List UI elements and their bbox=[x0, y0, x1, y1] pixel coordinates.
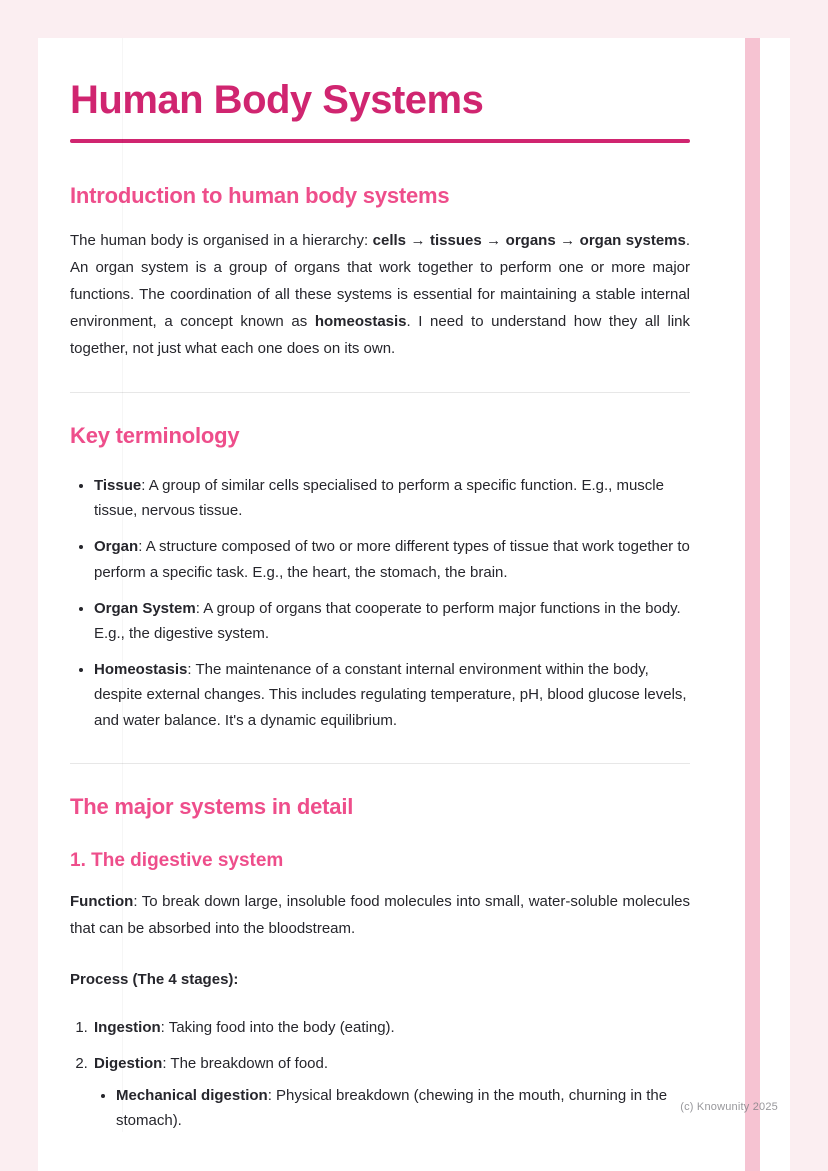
digestion-steps-list bbox=[70, 1015, 690, 1134]
term-item-homeostasis: • Homeostasis: The maintenance of a constant internal environment within the body, despite external changes. This includes regulating temperature, pH, blood glucose levels, and water balance. It's a dynamic equilibrium. bbox=[94, 657, 690, 733]
document-card bbox=[38, 38, 790, 1171]
section-divider-2 bbox=[70, 763, 690, 764]
mechanical-digestion-item: • Mechanical digestion: Physical breakdown (chewing in the mouth, churning in the stomach). bbox=[116, 1083, 690, 1133]
step-item-ingestion bbox=[92, 1015, 690, 1040]
watermark-text: (c) Knowunity 2025 bbox=[680, 1101, 778, 1113]
section-divider-1 bbox=[70, 392, 690, 393]
pink-stripe bbox=[745, 38, 760, 1171]
title-divider bbox=[70, 139, 690, 143]
digestive-function-paragraph: Function: To break down large, insoluble food molecules into small, water-soluble molecules that can be absorbed into the bloodstream. bbox=[70, 892, 690, 937]
step-digestion-text: Digestion: The breakdown of food. bbox=[94, 1054, 329, 1072]
intro-paragraph: The human body is organised in a hierarchy: cells → tissues → organs → organ systems. An organ system is a group of organs that work together to perform one or more major functions. The coordination of all these systems is essential for maintaining a stable internal environment, a concept known as homeostasis. I need to understand how they all link together, not just what each one does on its own. bbox=[70, 232, 691, 357]
section-terminology bbox=[70, 423, 690, 733]
section-introduction bbox=[70, 183, 690, 362]
term-item-tissue: • Tissue: A group of similar cells specialised to perform a specific function. E.g., muscle tissue, nervous tissue. bbox=[94, 473, 690, 523]
term-item-organ-system: • Organ System: A group of organs that cooperate to perform major functions in the body. E.g., the digestive system. bbox=[94, 596, 690, 646]
digestive-system-heading: 1. The digestive system bbox=[70, 849, 284, 871]
process-stages-label: Process (The 4 stages): bbox=[70, 970, 239, 988]
page-title: Human Body Systems bbox=[70, 78, 484, 122]
section-major-systems bbox=[70, 794, 690, 1134]
step-ingestion-text: Ingestion: Taking food into the body (eating). bbox=[94, 1018, 395, 1036]
terminology-heading: Key terminology bbox=[70, 423, 240, 448]
major-systems-heading: The major systems in detail bbox=[70, 793, 354, 819]
term-item-organ: • Organ: A structure composed of two or more different types of tissue that work together to perform a specific task. E.g., the heart, the stomach, the brain. bbox=[94, 534, 690, 584]
intro-heading: Introduction to human body systems bbox=[70, 183, 450, 208]
step-item-digestion bbox=[92, 1051, 690, 1134]
terminology-list bbox=[70, 473, 690, 733]
digestion-sublist bbox=[94, 1083, 690, 1133]
